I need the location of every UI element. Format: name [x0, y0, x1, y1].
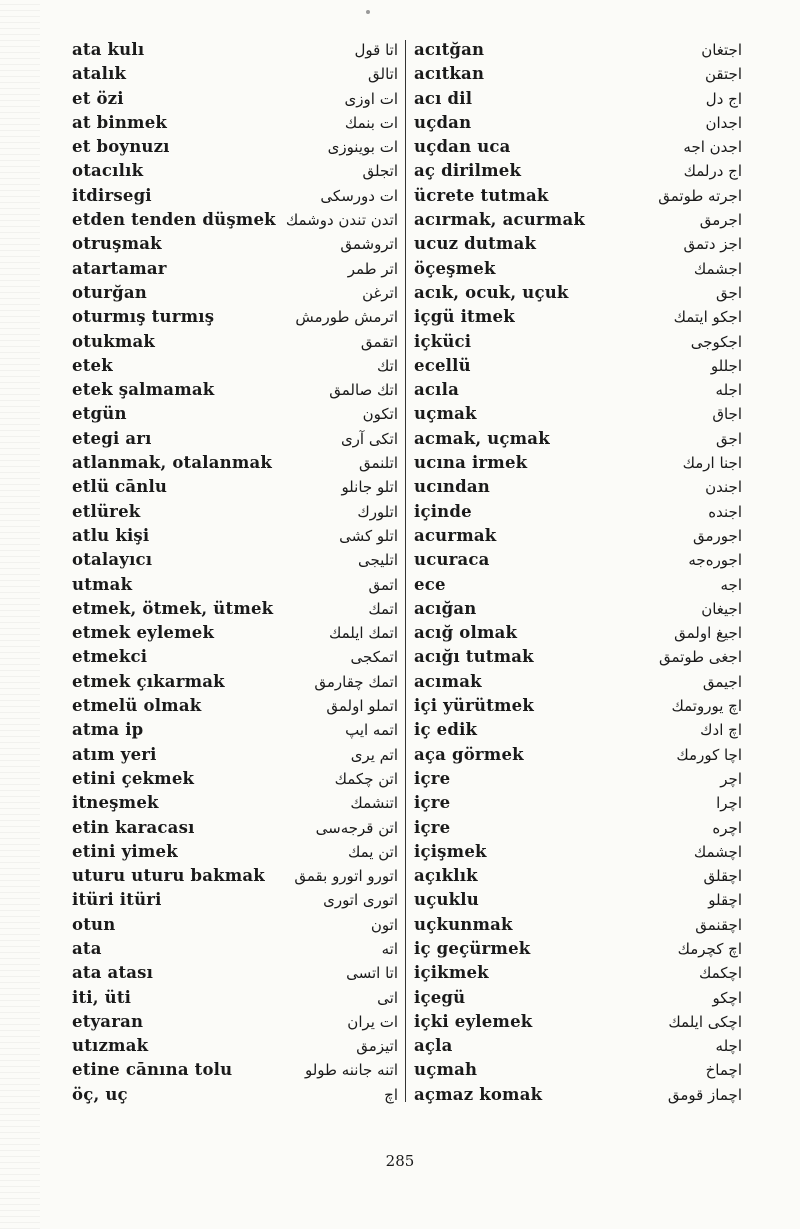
dictionary-entry: [72, 330, 398, 354]
entry-transliteration: açla: [414, 1036, 453, 1056]
entry-arabic-script: اجدان: [705, 113, 742, 132]
dictionary-entry: [72, 743, 398, 767]
entry-transliteration: ucına irmek: [414, 453, 528, 473]
entry-arabic-script: اتمك: [368, 599, 398, 618]
dictionary-entry: [414, 354, 742, 378]
entry-transliteration: acığ olmak: [414, 623, 518, 643]
dictionary-entry: [414, 135, 742, 159]
entry-arabic-script: اجه: [720, 575, 742, 594]
entry-arabic-script: اتمق: [368, 575, 398, 594]
entry-arabic-script: اجللو: [710, 356, 742, 375]
entry-arabic-script: اتلورك: [357, 502, 398, 521]
dictionary-entry: [414, 451, 742, 475]
entry-arabic-script: اچرا: [716, 794, 742, 813]
dictionary-entry: [72, 427, 398, 451]
entry-arabic-script: اتوری اتوری: [323, 891, 398, 910]
dictionary-entry: [72, 159, 398, 183]
dictionary-entry: [72, 524, 398, 548]
entry-arabic-script: اجكو ايتمك: [673, 308, 742, 327]
entry-transliteration: ata: [72, 938, 102, 958]
entry-transliteration: utmak: [72, 574, 133, 594]
entry-transliteration: ucuz dutmak: [414, 234, 537, 254]
dictionary-entry: [414, 1010, 742, 1034]
entry-arabic-script: اچقلق: [703, 867, 742, 886]
dictionary-entry: [414, 475, 742, 499]
dictionary-entry: [72, 597, 398, 621]
entry-arabic-script: اتنه جاننه طولو: [304, 1061, 398, 1080]
entry-arabic-script: اچ كچرمك: [677, 939, 742, 958]
entry-transliteration: içegü: [414, 987, 466, 1007]
entry-transliteration: oturğan: [72, 282, 147, 302]
dictionary-entry: [414, 718, 742, 742]
entry-transliteration: acıtğan: [414, 40, 485, 59]
entry-arabic-script: اجكوجی: [690, 332, 742, 351]
dictionary-entry: [72, 548, 398, 572]
dictionary-entry: [72, 184, 398, 208]
entry-transliteration: atartamar: [72, 258, 167, 278]
entry-arabic-script: ات اوزی: [344, 89, 398, 108]
entry-transliteration: içgü itmek: [414, 307, 515, 327]
dictionary-entry: [72, 670, 398, 694]
dictionary-entry: [414, 1058, 742, 1082]
dictionary-entry: [72, 864, 398, 888]
dictionary-entry: [414, 62, 742, 86]
entry-arabic-script: اجتغان: [701, 41, 742, 59]
entry-transliteration: içi yürütmek: [414, 696, 535, 716]
entry-transliteration: itneşmek: [72, 793, 159, 813]
entry-transliteration: etek şalmamak: [72, 380, 215, 400]
entry-transliteration: içki eylemek: [414, 1011, 533, 1031]
dictionary-entry: [72, 937, 398, 961]
entry-transliteration: uturu uturu bakmak: [72, 866, 265, 886]
entry-arabic-script: اجق: [716, 429, 742, 448]
entry-arabic-script: اتدن تندن دوشمك: [285, 211, 398, 230]
entry-transliteration: etmek eylemek: [72, 623, 215, 643]
dictionary-entry: [414, 281, 742, 305]
entry-arabic-script: اتك: [377, 356, 398, 375]
dictionary-entry: [414, 159, 742, 183]
entry-transliteration: etyaran: [72, 1011, 144, 1031]
entry-arabic-script: اجنا ارمك: [682, 454, 742, 473]
dictionary-entry: [72, 500, 398, 524]
entry-arabic-script: اجاق: [712, 405, 742, 424]
entry-arabic-script: اتر طمر: [347, 259, 398, 278]
entry-arabic-script: ات بنمك: [344, 113, 398, 132]
entry-transliteration: uçmah: [414, 1060, 478, 1080]
entry-transliteration: acıla: [414, 380, 459, 400]
dictionary-entry: [414, 184, 742, 208]
entry-transliteration: acmak, uçmak: [414, 428, 550, 448]
entry-transliteration: uçmak: [414, 404, 477, 424]
dictionary-entry: [72, 378, 398, 402]
column-divider: [405, 40, 406, 1102]
entry-transliteration: acığan: [414, 598, 477, 618]
dictionary-entry: [414, 888, 742, 912]
page-number: 285: [385, 1152, 415, 1170]
entry-arabic-script: اتا قول: [354, 41, 398, 59]
entry-transliteration: atalık: [72, 64, 127, 84]
entry-transliteration: açmaz komak: [414, 1084, 543, 1104]
left-column: [72, 38, 398, 1107]
entry-arabic-script: اچشمك: [693, 842, 742, 861]
entry-arabic-script: اچماخ: [705, 1061, 742, 1080]
entry-transliteration: ucından: [414, 477, 490, 497]
dictionary-entry: [72, 1083, 398, 1107]
dictionary-entry: [72, 38, 398, 62]
entry-transliteration: etek: [72, 355, 113, 375]
entry-transliteration: ece: [414, 574, 446, 594]
dictionary-entry: [72, 986, 398, 1010]
dictionary-entry: [414, 38, 742, 62]
entry-arabic-script: اتكی آری: [340, 429, 398, 448]
dictionary-entry: [72, 281, 398, 305]
entry-arabic-script: اترغن: [362, 283, 398, 302]
dictionary-entry: [72, 451, 398, 475]
entry-arabic-script: اجله: [715, 381, 742, 400]
entry-arabic-script: اتا اتسی: [346, 964, 398, 983]
dictionary-entry: [72, 62, 398, 86]
entry-arabic-script: اتن قرجه‌سی: [315, 818, 398, 837]
dictionary-entry: [414, 208, 742, 232]
entry-arabic-script: ات يران: [347, 1012, 398, 1031]
entry-transliteration: içinde: [414, 501, 472, 521]
entry-arabic-script: اتی: [377, 988, 398, 1007]
entry-arabic-script: اتقمق: [360, 332, 398, 351]
entry-arabic-script: اتورو اتورو بقمق: [294, 867, 398, 886]
entry-transliteration: aça görmek: [414, 744, 524, 764]
entry-arabic-script: اچر: [720, 769, 742, 788]
entry-transliteration: ecellü: [414, 355, 471, 375]
scan-dot: [366, 10, 370, 14]
entry-arabic-script: اجورمق: [693, 526, 742, 545]
entry-transliteration: ucuraca: [414, 550, 490, 570]
entry-arabic-script: اتروشمق: [340, 235, 398, 254]
dictionary-entry: [414, 864, 742, 888]
entry-arabic-script: اتكون: [362, 405, 398, 424]
entry-arabic-script: اته: [381, 939, 398, 958]
entry-arabic-script: اچ ادك: [700, 721, 742, 740]
entry-arabic-script: اتيزمق: [356, 1037, 398, 1056]
dictionary-entry: [72, 645, 398, 669]
entry-arabic-script: اتم يری: [350, 745, 398, 764]
entry-arabic-script: اجندن: [705, 478, 742, 497]
entry-arabic-script: اچماز قومق: [667, 1085, 742, 1104]
entry-transliteration: acurmak: [414, 525, 497, 545]
entry-transliteration: atma ip: [72, 720, 144, 740]
dictionary-entry: [414, 305, 742, 329]
dictionary-entry: [72, 840, 398, 864]
dictionary-entry: [72, 573, 398, 597]
entry-transliteration: atlu kişi: [72, 525, 150, 545]
entry-transliteration: etine cānına tolu: [72, 1060, 233, 1080]
entry-arabic-script: اجنده: [708, 502, 742, 521]
entry-transliteration: oturmış turmış: [72, 307, 215, 327]
entry-arabic-script: ات بوینوزی: [327, 138, 398, 157]
dictionary-entry: [414, 232, 742, 256]
dictionary-entry: [72, 621, 398, 645]
entry-transliteration: atlanmak, otalanmak: [72, 453, 272, 473]
entry-arabic-script: اتليجی: [357, 551, 398, 570]
entry-arabic-script: اجق: [716, 283, 742, 302]
dictionary-entry: [414, 548, 742, 572]
entry-transliteration: uçkunmak: [414, 914, 513, 934]
dictionary-entry: [414, 840, 742, 864]
dictionary-entry: [72, 402, 398, 426]
entry-arabic-script: اچ يوروتمك: [671, 697, 742, 716]
dictionary-entry: [414, 500, 742, 524]
dictionary-entry: [414, 378, 742, 402]
entry-arabic-script: اجغی طوتمق: [659, 648, 742, 667]
entry-transliteration: aç dirilmek: [414, 161, 522, 181]
dictionary-entry: [414, 961, 742, 985]
dictionary-entry: [72, 961, 398, 985]
entry-transliteration: acırmak, acurmak: [414, 210, 585, 230]
entry-arabic-script: اتجلق: [362, 162, 398, 181]
dictionary-entry: [414, 670, 742, 694]
entry-transliteration: açıklık: [414, 866, 478, 886]
dictionary-entry: [414, 767, 742, 791]
entry-arabic-script: اتملو اولمق: [326, 697, 398, 716]
dictionary-entry: [72, 888, 398, 912]
entry-transliteration: uçdan: [414, 112, 472, 132]
entry-transliteration: utızmak: [72, 1036, 149, 1056]
dictionary-entry: [414, 743, 742, 767]
entry-transliteration: acımak: [414, 671, 482, 691]
entry-arabic-script: اتمك ايلمك: [328, 624, 398, 643]
dictionary-entry: [72, 257, 398, 281]
dictionary-entry: [414, 427, 742, 451]
entry-transliteration: ata atası: [72, 963, 154, 983]
dictionary-entry: [414, 621, 742, 645]
entry-transliteration: otruşmak: [72, 234, 162, 254]
dictionary-entry: [72, 791, 398, 815]
dictionary-entry: [72, 475, 398, 499]
entry-transliteration: at binmek: [72, 112, 168, 132]
entry-transliteration: içre: [414, 793, 451, 813]
entry-transliteration: etin karacası: [72, 817, 195, 837]
entry-arabic-script: اچا كورمك: [676, 745, 742, 764]
entry-transliteration: etgün: [72, 404, 127, 424]
dictionary-entry: [414, 1083, 742, 1107]
entry-transliteration: içre: [414, 768, 451, 788]
dictionary-entry: [414, 111, 742, 135]
dictionary-entry: [72, 87, 398, 111]
entry-transliteration: otukmak: [72, 331, 156, 351]
dictionary-entry: [414, 937, 742, 961]
dictionary-entry: [414, 1034, 742, 1058]
dictionary-entry: [72, 208, 398, 232]
entry-arabic-script: اجدن اجه: [683, 138, 742, 157]
entry-transliteration: etegi arı: [72, 428, 152, 448]
entry-transliteration: et özi: [72, 88, 124, 108]
entry-arabic-script: اچكمك: [698, 964, 742, 983]
entry-arabic-script: اجوره‌جه: [688, 551, 742, 570]
entry-transliteration: içikmek: [414, 963, 489, 983]
dictionary-entry: [72, 232, 398, 256]
entry-transliteration: ücrete tutmak: [414, 185, 549, 205]
entry-transliteration: itüri itüri: [72, 890, 162, 910]
dictionary-entry: [72, 913, 398, 937]
entry-arabic-script: اچ: [384, 1085, 398, 1104]
entry-transliteration: öç, uç: [72, 1084, 128, 1104]
entry-arabic-script: ات دورسكی: [320, 186, 398, 205]
entry-transliteration: ata kulı: [72, 40, 145, 59]
entry-arabic-script: اجز دتمق: [683, 235, 742, 254]
entry-transliteration: etmelü olmak: [72, 696, 202, 716]
dictionary-entry: [72, 1058, 398, 1082]
entry-arabic-script: اچكو: [712, 988, 742, 1007]
entry-transliteration: iç geçürmek: [414, 938, 531, 958]
entry-arabic-script: اچقلو: [708, 891, 742, 910]
entry-arabic-script: اجتقن: [705, 65, 742, 84]
entry-transliteration: otalayıcı: [72, 550, 153, 570]
dictionary-entry: [72, 767, 398, 791]
dictionary-entry: [414, 87, 742, 111]
entry-transliteration: etden tenden düşmek: [72, 210, 276, 230]
entry-arabic-script: اتمه ايپ: [345, 721, 398, 740]
entry-arabic-script: اچكی ايلمك: [668, 1012, 742, 1031]
entry-arabic-script: اجرمق: [699, 211, 742, 230]
entry-arabic-script: اتمك چقارمق: [314, 672, 398, 691]
entry-transliteration: et boynuzı: [72, 137, 170, 157]
entry-arabic-script: اتلنمق: [358, 454, 398, 473]
entry-transliteration: acıtkan: [414, 64, 485, 84]
entry-transliteration: iç edik: [414, 720, 478, 740]
entry-transliteration: etmekci: [72, 647, 148, 667]
entry-transliteration: uçdan uca: [414, 137, 511, 157]
dictionary-entry: [72, 816, 398, 840]
dictionary-entry: [72, 305, 398, 329]
entry-arabic-script: اتمكجی: [350, 648, 398, 667]
dictionary-entry: [414, 597, 742, 621]
entry-transliteration: acık, ocuk, uçuk: [414, 282, 569, 302]
dictionary-entry: [414, 694, 742, 718]
entry-arabic-script: اجيغ اولمق: [674, 624, 742, 643]
entry-transliteration: etini çekmek: [72, 768, 195, 788]
dictionary-entry: [72, 111, 398, 135]
entry-transliteration: etmek çıkarmak: [72, 671, 225, 691]
entry-arabic-script: اتون: [370, 915, 398, 934]
entry-transliteration: içişmek: [414, 841, 487, 861]
entry-arabic-script: اج درلمك: [683, 162, 742, 181]
entry-arabic-script: اچله: [715, 1037, 742, 1056]
dictionary-entry: [72, 694, 398, 718]
entry-transliteration: öçeşmek: [414, 258, 496, 278]
dictionary-entry: [414, 913, 742, 937]
dictionary-entry: [414, 257, 742, 281]
right-column: [414, 38, 742, 1107]
entry-arabic-script: اجرته طوتمق: [658, 186, 742, 205]
entry-transliteration: acı dil: [414, 88, 473, 108]
entry-arabic-script: اجيغان: [701, 599, 742, 618]
dictionary-entry: [414, 524, 742, 548]
dictionary-entry: [414, 330, 742, 354]
entry-transliteration: otacılık: [72, 161, 144, 181]
entry-arabic-script: اتن يمك: [347, 842, 398, 861]
entry-transliteration: etini yimek: [72, 841, 178, 861]
dictionary-entry: [414, 816, 742, 840]
entry-transliteration: etlürek: [72, 501, 141, 521]
entry-arabic-script: اتن چكمك: [334, 769, 398, 788]
dictionary-entry: [414, 573, 742, 597]
dictionary-entry: [72, 718, 398, 742]
entry-transliteration: etlü cānlu: [72, 477, 168, 497]
entry-arabic-script: اتك صالمق: [329, 381, 398, 400]
entry-transliteration: içküci: [414, 331, 472, 351]
entry-transliteration: içre: [414, 817, 451, 837]
entry-transliteration: atım yeri: [72, 744, 157, 764]
scan-edge-shadow: [0, 0, 40, 1229]
entry-arabic-script: اجشمك: [693, 259, 742, 278]
dictionary-entry: [72, 135, 398, 159]
dictionary-entry: [72, 354, 398, 378]
dictionary-entry: [414, 791, 742, 815]
entry-transliteration: itdirsegi: [72, 185, 152, 205]
entry-arabic-script: اتلو كشی: [339, 526, 398, 545]
dictionary-entry: [72, 1010, 398, 1034]
entry-transliteration: acığı tutmak: [414, 647, 534, 667]
entry-transliteration: otun: [72, 914, 116, 934]
dictionary-entry: [414, 402, 742, 426]
entry-arabic-script: اتنشمك: [350, 794, 398, 813]
entry-transliteration: iti, üti: [72, 987, 132, 1007]
dictionary-entry: [72, 1034, 398, 1058]
dictionary-entry: [414, 986, 742, 1010]
entry-arabic-script: اتالق: [368, 65, 398, 84]
entry-arabic-script: اچقنمق: [695, 915, 742, 934]
entry-transliteration: uçuklu: [414, 890, 479, 910]
entry-arabic-script: اتلو جانلو: [341, 478, 398, 497]
dictionary-entry: [414, 645, 742, 669]
entry-arabic-script: اترمش طورمش: [295, 308, 398, 327]
entry-transliteration: etmek, ötmek, ütmek: [72, 598, 274, 618]
entry-arabic-script: اچره: [712, 818, 742, 837]
entry-arabic-script: اج دل: [705, 89, 742, 108]
entry-arabic-script: اجيمق: [702, 672, 742, 691]
